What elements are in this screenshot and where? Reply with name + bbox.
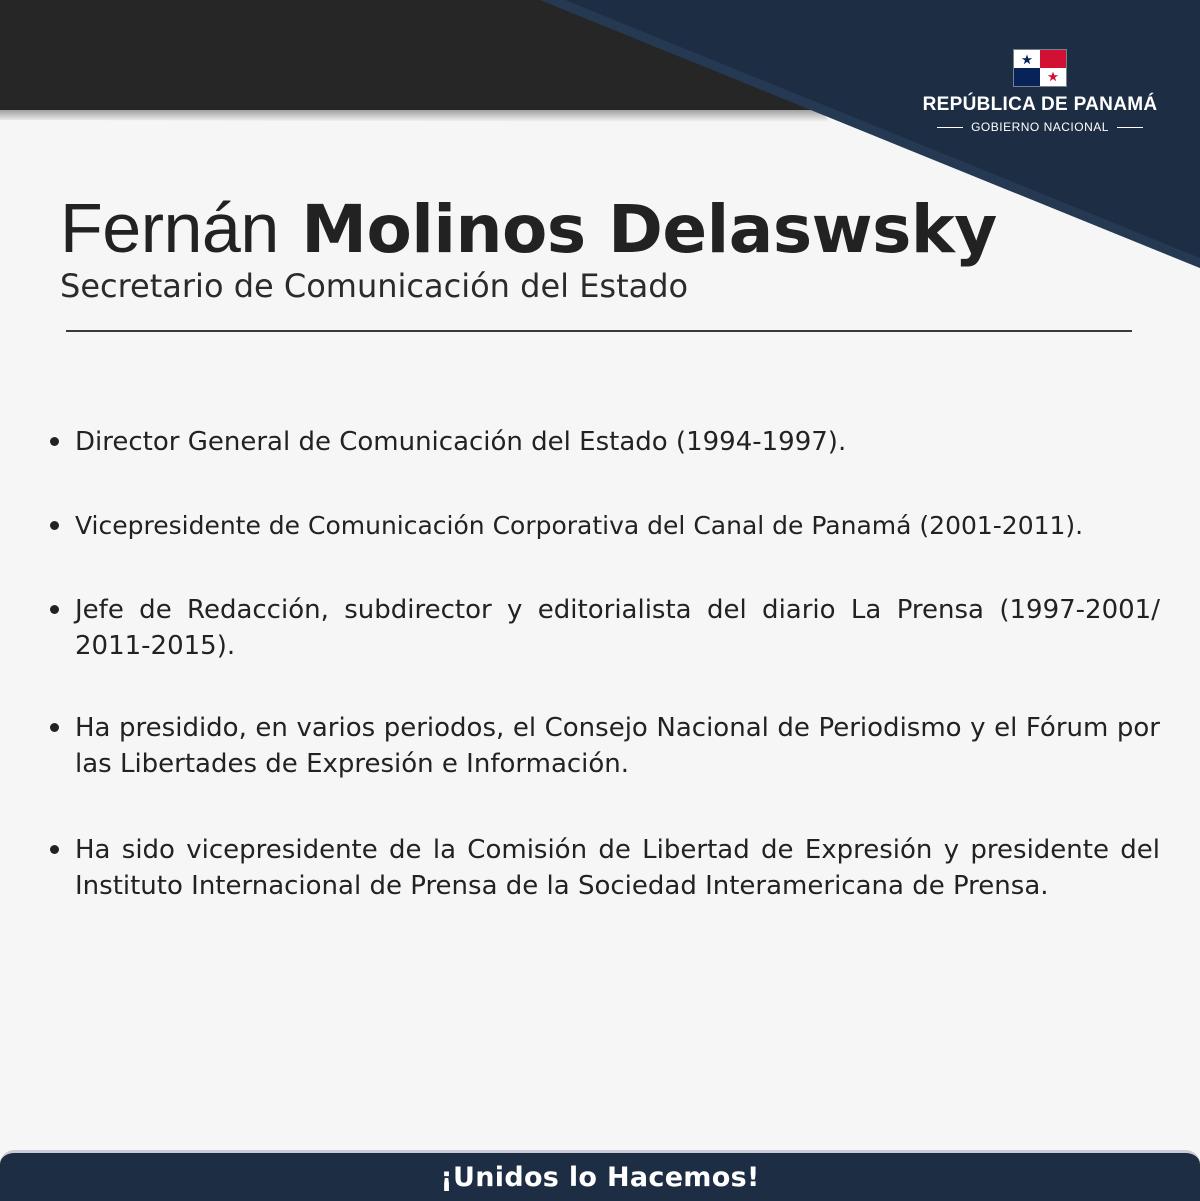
left-rule (937, 127, 963, 128)
list-item (50, 832, 1160, 904)
government-seal (920, 50, 1160, 134)
list-item-text: Ha sido vicepresidente de la Comisión de Libertad de Expresión y presidente del Instituto Internacional de Prensa de la Sociedad Interamericana de Prensa. (75, 835, 1160, 901)
list-item-text: Jefe de Redacción, subdirector y editorialista del diario La Prensa (1997-2001/ 2011-2015). (75, 595, 1160, 661)
list-item (50, 508, 1160, 544)
person-role: Secretario de Comunicación del Estado (60, 267, 689, 305)
list-item (50, 424, 1160, 460)
footer-banner (0, 1150, 1200, 1201)
bullet-icon (50, 845, 59, 854)
government-label-row (920, 120, 1160, 134)
bullet-icon (50, 723, 59, 732)
panama-flag-icon (1014, 50, 1066, 86)
list-item-text: Ha presidido, en varios periodos, el Consejo Nacional de Periodismo y el Fórum por las Libertades de Expresión e Información. (75, 713, 1160, 779)
list-item-text: Director General de Comunicación del Estado (1994-1997). (75, 427, 847, 457)
bullet-icon (50, 605, 59, 614)
last-name: Molinos Delaswsky (301, 191, 997, 268)
first-name: Fernán (60, 189, 279, 267)
person-name (60, 188, 997, 270)
slogan: ¡Unidos lo Hacemos! (440, 1161, 760, 1193)
government-label: GOBIERNO NACIONAL (971, 120, 1109, 134)
right-rule (1117, 127, 1143, 128)
list-item (50, 710, 1160, 782)
list-item-text: Vicepresidente de Comunicación Corporativa del Canal de Panamá (2001-2011). (75, 511, 1084, 540)
list-item (50, 592, 1160, 664)
divider (66, 330, 1132, 332)
bullet-icon (50, 437, 59, 446)
bullet-icon (50, 521, 59, 530)
country-name: REPÚBLICA DE PANAMÁ (922, 94, 1158, 115)
